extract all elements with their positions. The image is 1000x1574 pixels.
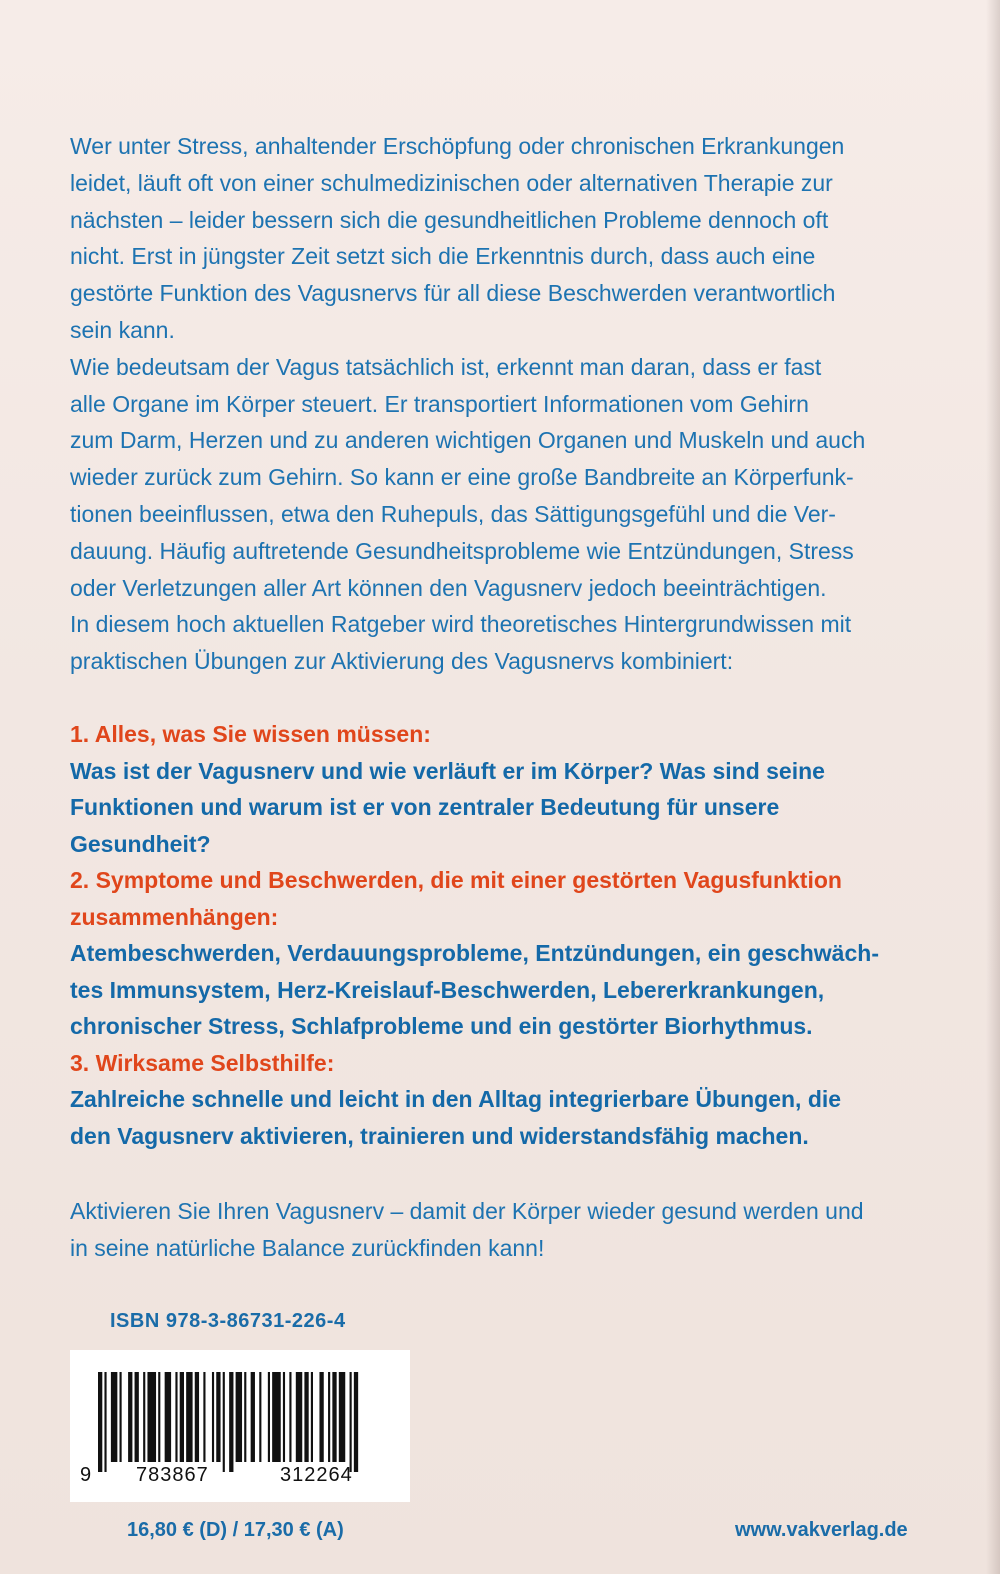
intro-line: wieder zurück zum Gehirn. So kann er eine große Bandbreite an Körperfunk-: [70, 464, 854, 491]
barcode-bar: [195, 1372, 199, 1462]
barcode-bar: [203, 1372, 205, 1462]
barcode-bar: [158, 1372, 160, 1462]
barcode-bar: [259, 1372, 261, 1462]
barcode-left-digits: 783867: [136, 1464, 209, 1486]
section-2-line: chronischer Stress, Schlafprobleme und ein gestörter Biorhythmus.: [70, 1013, 813, 1039]
barcode-right-digits: 312264: [280, 1464, 353, 1486]
price-label: 16,80 € (D) / 17,30 € (A): [127, 1519, 344, 1541]
intro-line: praktischen Übungen zur Aktivierung des Vagusnervs kombiniert:: [70, 648, 734, 675]
barcode-bar: [304, 1372, 308, 1462]
barcode-bar: [165, 1372, 171, 1462]
barcode-bar: [350, 1372, 352, 1472]
intro-line: zum Darm, Herzen und zu anderen wichtigen Organen und Muskeln und auch: [70, 427, 866, 454]
barcode-bar: [128, 1372, 132, 1462]
section-1-line: Gesundheit?: [70, 830, 211, 857]
intro-text: [70, 128, 940, 680]
barcode-bar: [180, 1372, 184, 1462]
barcode-bar: [296, 1372, 302, 1462]
closing-text: [70, 1193, 940, 1266]
section-3-heading: 3. Wirksame Selbsthilfe:: [70, 1049, 335, 1076]
intro-line: gestörte Funktion des Vagusnervs für all diese Beschwerden verantwortlich: [70, 280, 836, 307]
isbn-number: ISBN 978-3-86731-226-4: [110, 1310, 346, 1332]
section-2-heading: 2. Symptome und Beschwerden, die mit einer gestörten Vagusfunktion: [70, 867, 842, 893]
barcode-bar: [268, 1372, 270, 1462]
barcode-bar: [135, 1372, 139, 1462]
closing-line: in seine natürliche Balance zurückfinden kann!: [70, 1234, 545, 1261]
barcode: [70, 1350, 410, 1502]
barcode-bar: [244, 1372, 246, 1462]
section-3-line: Zahlreiche schnelle und leicht in den Alltag integrierbare Übungen, die: [70, 1086, 842, 1112]
intro-line: alle Organe im Körper steuert. Er transportiert Informationen vom Gehirn: [70, 390, 809, 417]
intro-line: oder Verletzungen aller Art können den Vagusnerv jedoch beeinträchtigen.: [70, 574, 827, 601]
barcode-bar: [104, 1372, 106, 1472]
section-1-line: Was ist der Vagusnerv und wie verläuft er im Körper? Was sind seine: [70, 757, 825, 784]
barcode-bar: [332, 1372, 336, 1462]
section-1-line: Funktionen und warum ist er von zentraler Bedeutung für unsere: [70, 794, 780, 820]
section-1-heading: 1. Alles, was Sie wissen müssen:: [70, 721, 431, 747]
page-edge-shadow: [986, 0, 1000, 1574]
closing-line: Aktivieren Sie Ihren Vagusnerv – damit der Körper wieder gesund werden und: [70, 1198, 864, 1224]
feature-list: [70, 716, 950, 1154]
publisher-website[interactable]: www.vakverlag.de: [735, 1519, 908, 1541]
intro-line: nächsten – leider bessern sich die gesundheitlichen Probleme dennoch oft: [70, 206, 829, 233]
barcode-lead-digit: 9: [80, 1464, 92, 1486]
section-3-line: den Vagusnerv aktivieren, trainieren und widerstandsfähig machen.: [70, 1122, 809, 1149]
barcode-bar: [143, 1372, 145, 1462]
section-2-line: Atembeschwerden, Verdauungsprobleme, Entzündungen, ein geschwäch-: [70, 940, 879, 966]
barcode-bar: [111, 1372, 117, 1462]
barcode-bar: [216, 1372, 220, 1462]
section-2-line: tes Immunsystem, Herz-Kreislauf-Beschwerden, Lebererkrankungen,: [70, 976, 825, 1003]
barcode-bar: [251, 1372, 255, 1462]
barcode-bar: [319, 1372, 323, 1462]
barcode-bar: [283, 1372, 285, 1462]
barcode-bar: [120, 1372, 122, 1462]
barcode-bar: [311, 1372, 313, 1462]
barcode-bar: [229, 1372, 233, 1472]
barcode-bar: [289, 1372, 291, 1462]
barcode-bar: [186, 1372, 192, 1462]
barcode-bar: [175, 1372, 177, 1462]
barcode-bar: [223, 1372, 225, 1472]
intro-line: tionen beeinflussen, etwa den Ruhepuls, das Sättigungsgefühl und die Ver-: [70, 500, 836, 527]
barcode-bar: [339, 1372, 345, 1462]
barcode-bar: [328, 1372, 330, 1462]
section-2-heading: zusammenhängen:: [70, 903, 279, 930]
intro-line: Wie bedeutsam der Vagus tatsächlich ist, erkennt man daran, dass er fast: [70, 353, 822, 380]
barcode-bar: [98, 1372, 102, 1472]
intro-line: dauung. Häufig auftretende Gesundheitsprobleme wie Entzündungen, Stress: [70, 537, 854, 564]
intro-line: sein kann.: [70, 316, 175, 343]
barcode-bar: [272, 1372, 281, 1462]
intro-line: leidet, läuft oft von einer schulmedizinischen oder alternativen Therapie zur: [70, 169, 833, 196]
barcode-bar: [236, 1372, 242, 1462]
barcode-bar: [354, 1372, 358, 1472]
intro-line: In diesem hoch aktuellen Ratgeber wird theoretisches Hintergrundwissen mit: [70, 611, 852, 638]
intro-line: nicht. Erst in jüngster Zeit setzt sich die Erkenntnis durch, dass auch eine: [70, 243, 816, 270]
barcode-bar: [212, 1372, 214, 1462]
barcode-bar: [147, 1372, 156, 1462]
intro-line: Wer unter Stress, anhaltender Erschöpfung oder chronischen Erkrankungen: [70, 133, 845, 159]
